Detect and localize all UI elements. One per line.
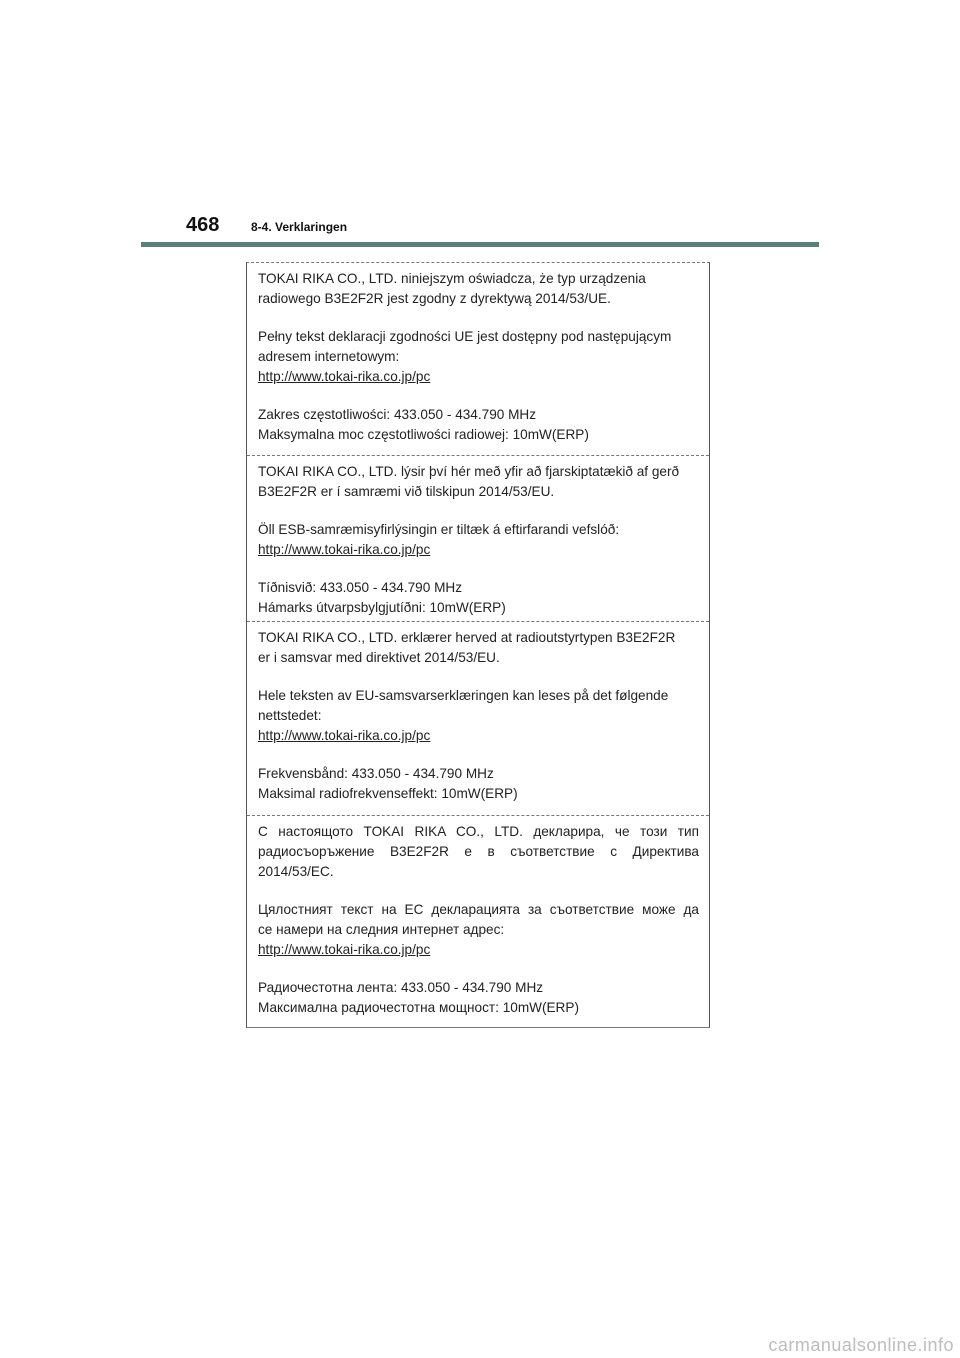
declaration-block-polish [247,263,709,455]
radio-specs [258,578,699,618]
frequency-range: Радиочестотна лента: 433.050 - 434.790 MHz [258,980,544,995]
fulltext-note [258,686,699,746]
declaration-statement [258,822,699,882]
text-line: Öll ESB-samræmisyfirlýsingin er tiltæk á eftirfarandi vefslóð: [258,522,620,537]
declaration-table [246,262,710,1028]
declaration-url-link[interactable]: http://www.tokai-rika.co.jp/pc [258,542,431,557]
section-title: 8-4. Verklaringen [251,220,348,234]
header-rule [141,242,819,247]
text-line: radiowego B3E2F2R jest zgodny z dyrektywą 2014/53/UE. [258,291,611,306]
text-line: Hele teksten av EU-samsvarserklæringen kan leses på det følgende [258,688,669,703]
declaration-statement [258,628,699,668]
declaration-url-link[interactable]: http://www.tokai-rika.co.jp/pc [258,369,431,384]
declaration-statement [258,269,699,309]
text-line: B3E2F2R er í samræmi við tilskipun 2014/53/EU. [258,484,555,499]
text-line: Цялостният текст на ЕС декларацията за съответствие може да [258,902,699,917]
text-line: nettstedet: [258,708,322,723]
max-power: Maksimal radiofrekvenseffekt: 10mW(ERP) [258,786,518,801]
text-line: Pełny tekst deklaracji zgodności UE jest dostępny pod następującym [258,329,672,344]
declaration-block-norwegian [247,621,709,815]
frequency-range: Tíðnisvið: 433.050 - 434.790 MHz [258,580,463,595]
text-line: er i samsvar med direktivet 2014/53/EU. [258,650,500,665]
fulltext-note [258,900,699,960]
declaration-block-icelandic [247,455,709,621]
max-power: Hámarks útvarpsbylgjutíðni: 10mW(ERP) [258,600,506,615]
text-line: TOKAI RIKA CO., LTD. niniejszym oświadcza, że typ urządzenia [258,271,646,286]
max-power: Maksymalna moc częstotliwości radiowej: 10mW(ERP) [258,427,589,442]
text-line: adresem internetowym: [258,349,400,364]
text-line: TOKAI RIKA CO., LTD. lýsir því hér með yfir að fjarskiptatækið af gerð [258,464,680,479]
radio-specs [258,405,699,445]
fulltext-note [258,327,699,387]
text-line: TOKAI RIKA CO., LTD. erklærer herved at radioutstyrtypen B3E2F2R [258,630,676,645]
watermark: carmanualsonline.info [768,1335,954,1355]
frequency-range: Zakres częstotliwości: 433.050 - 434.790 MHz [258,407,537,422]
declaration-url-link[interactable]: http://www.tokai-rika.co.jp/pc [258,728,431,743]
declaration-statement [258,462,699,502]
declaration-block-bulgarian [247,815,709,1027]
fulltext-note [258,520,699,560]
text-line: С настоящото TOKAI RIKA CO., LTD. декларира, че този тип [258,824,699,839]
frequency-range: Frekvensbånd: 433.050 - 434.790 MHz [258,766,494,781]
page-number: 468 [186,214,220,236]
max-power: Максимална радиочестотна мощност: 10mW(ERP) [258,1000,579,1015]
text-line: радиосъоръжение B3E2F2R е в съответствие с Директива [258,844,699,859]
text-line: се намери на следния интернет адрес: [258,922,505,937]
radio-specs [258,978,699,1018]
radio-specs [258,764,699,804]
declaration-url-link[interactable]: http://www.tokai-rika.co.jp/pc [258,942,431,957]
text-line: 2014/53/ЕС. [258,864,334,879]
